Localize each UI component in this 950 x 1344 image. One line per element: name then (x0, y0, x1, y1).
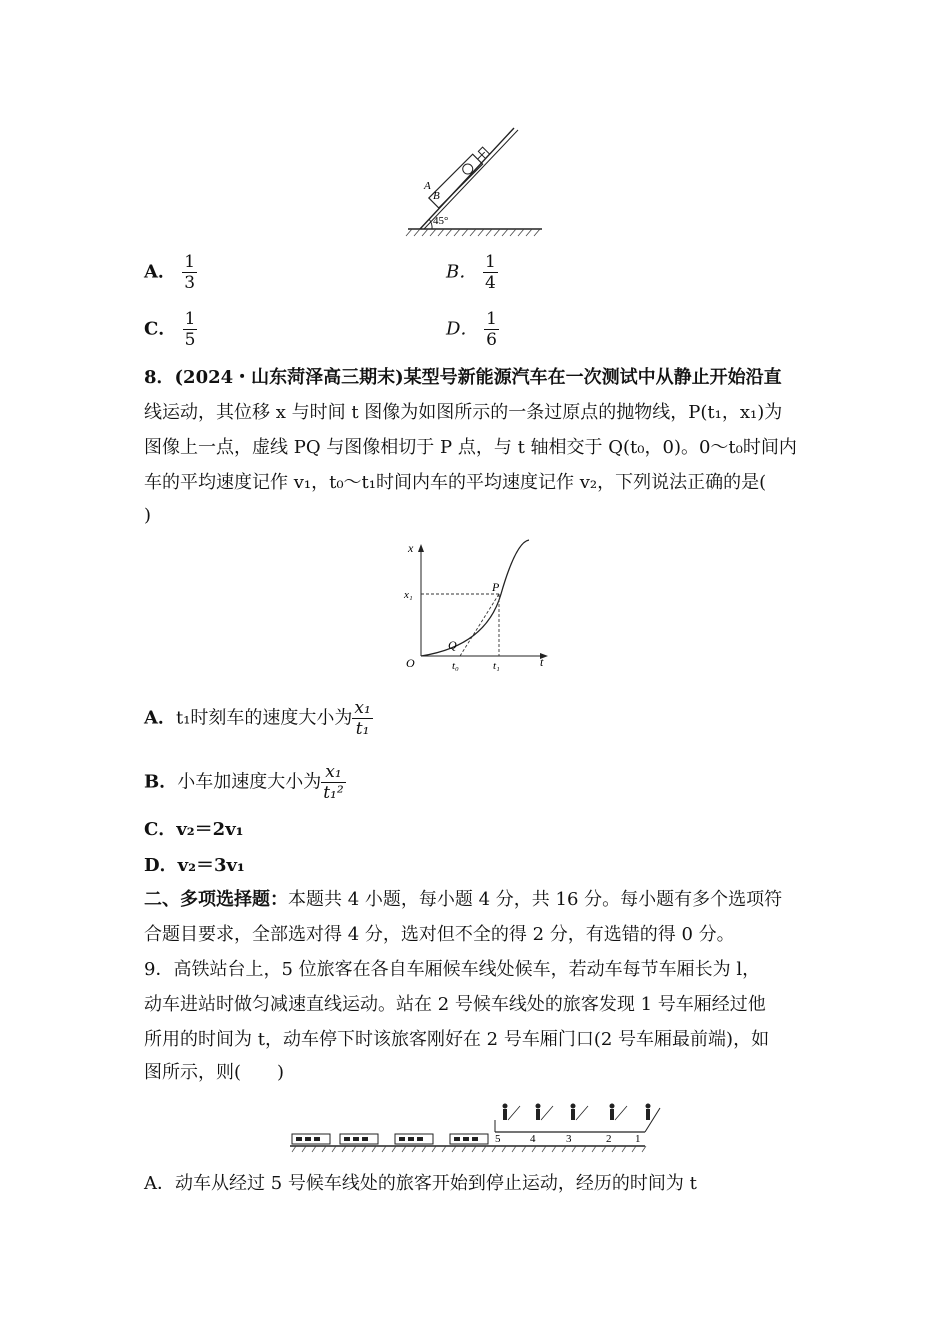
x-axis-label: t (540, 655, 544, 669)
q9-line-4: 图所示，则( ) (144, 1062, 285, 1083)
q8-line-3: 图像上一点，虚线 PQ 与图像相切于 P 点，与 t 轴相交于 Q(t₀，0)。0～t₀时间内 (144, 437, 797, 458)
q7-option-c[interactable]: C． $\frac{1}{5}$ (144, 309, 196, 350)
q7-option-a[interactable]: A． $\frac{1}{3}$ (144, 252, 196, 293)
q9-option-a[interactable]: A．动车从经过 5 号候车线处的旅客开始到停止运动，经历的时间为 t (144, 1173, 697, 1194)
tick-t0: t₀ (452, 660, 459, 672)
fraction: $\frac{\text{x₁}}{\text{t₁²}}$ (323, 762, 344, 803)
q8-option-b[interactable]: B．小车加速度大小为 $\frac{\text{x₁}}{\text{t₁²}}$ (144, 762, 344, 803)
q8-option-d[interactable]: D．v₂＝3v₁ (144, 855, 245, 876)
fraction: $\frac{1}{6}$ (486, 309, 497, 350)
platform-label-4: 4 (530, 1133, 536, 1145)
platform-label-3: 3 (566, 1133, 572, 1145)
incline-figure (400, 124, 550, 239)
q8-option-c[interactable]: C．v₂＝2v₁ (144, 819, 244, 840)
fraction: $\frac{1}{4}$ (484, 252, 496, 293)
q8-line-2: 线运动，其位移 x 与时间 t 图像为如图所示的一条过原点的抛物线，P(t₁，x₁)为 (144, 402, 783, 423)
q8-line-1: 8．(2024・山东菏泽高三期末)某型号新能源汽车在一次测试中从静止开始沿直 (144, 367, 782, 388)
xt-graph (396, 536, 556, 676)
fraction: $\frac{\text{x₁}}{\text{t₁}}$ (354, 698, 371, 739)
q8-line-5: ) (144, 505, 152, 526)
q7-option-b[interactable]: B． $\frac{1}{4}$ (446, 252, 496, 293)
q9-line-2: 动车进站时做匀减速直线运动。站在 2 号候车线处的旅客发现 1 号车厢经过他 (144, 994, 766, 1015)
label-a: A (424, 180, 431, 192)
section2-heading: 二、多项选择题： (144, 889, 288, 910)
section2-line-2: 合题目要求，全部选对得 4 分，选对但不全的得 2 分，有选错的得 0 分。 (144, 924, 735, 945)
q9-line-1: 9．高铁站台上，5 位旅客在各自车厢候车线处候车，若动车每节车厢长为 l， (144, 959, 761, 980)
fraction: $\frac{1}{5}$ (184, 309, 196, 350)
fraction: $\frac{1}{3}$ (184, 252, 196, 293)
y-axis-label: x (408, 541, 414, 555)
incline-angle-label: 45° (433, 215, 449, 227)
q7-option-d[interactable]: D． $\frac{1}{6}$ (446, 309, 497, 350)
label-b: B (433, 190, 440, 202)
q8-option-a[interactable]: A．t₁时刻车的速度大小为 $\frac{\text{x₁}}{\text{t₁}}$ (144, 698, 371, 739)
platform-label-5: 5 (495, 1133, 501, 1145)
platform-label-1: 1 (635, 1133, 641, 1145)
origin-label: O (406, 656, 415, 670)
point-q-label: Q (448, 638, 457, 652)
platform-label-2: 2 (606, 1133, 612, 1145)
tick-t1: t₁ (493, 660, 500, 672)
platform-figure (290, 1100, 670, 1160)
section2-line-1: 二、多项选择题：本题共 4 小题，每小题 4 分，共 16 分。每小题有多个选项符 (144, 889, 783, 910)
point-p-label: P (492, 580, 500, 594)
tick-x1: x₁ (404, 589, 413, 601)
q9-line-3: 所用的时间为 t，动车停下时该旅客刚好在 2 号车厢门口(2 号车厢最前端)，如 (144, 1029, 770, 1050)
q8-line-4: 车的平均速度记作 v₁，t₀～t₁时间内车的平均速度记作 v₂，下列说法正确的是( (144, 472, 767, 493)
